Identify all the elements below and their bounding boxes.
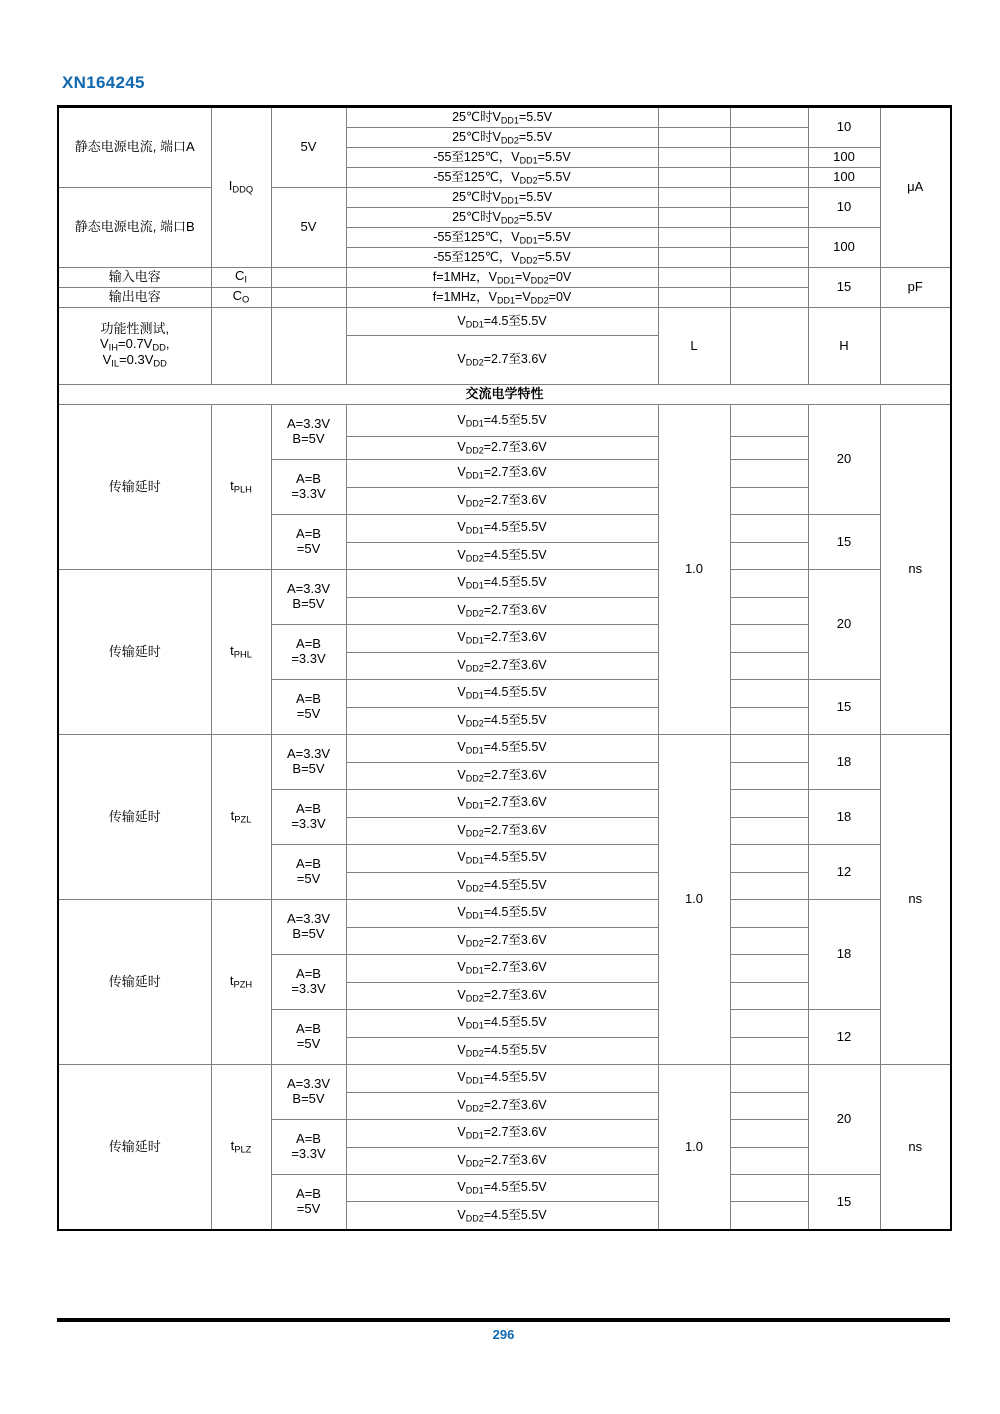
typ-cell <box>730 1147 808 1175</box>
condition-cell: $V_{DD1}=4.5$至5.5V <box>346 845 658 873</box>
condition-cell: $V_{DD2}=2.7$至3.6V <box>346 597 658 625</box>
bias-voltage-a: 5V <box>271 107 346 188</box>
typ-cell <box>730 790 808 818</box>
ab-line-1: A=B <box>296 691 321 707</box>
condition-cell: 25℃时$V_{DD1}=5.5V$ <box>346 107 658 128</box>
condition-cell: $V_{DD2}=2.7$至3.6V <box>346 336 658 385</box>
condition-cell: $V_{DD2}=2.7$至3.6V <box>346 927 658 955</box>
specification-table <box>57 105 952 1231</box>
ab-condition-cell <box>271 515 346 570</box>
unit-cell <box>880 308 951 385</box>
condition-cell: $V_{DD1}=4.5$至5.5V <box>346 405 658 437</box>
ab-line-2: =3.3V <box>291 651 326 666</box>
max-cell: 10 <box>808 188 880 228</box>
min-cell <box>658 107 730 128</box>
typ-cell <box>730 487 808 515</box>
param-label-input-cap: 输入电容 <box>58 268 211 288</box>
max-cell: 100 <box>808 168 880 188</box>
unit-cell-ns-3: ns <box>880 1065 951 1231</box>
param-symbol-tplh: $t_{PLH}$ <box>211 405 271 570</box>
unit-cell-ns-2: ns <box>880 735 951 1065</box>
typ-cell <box>730 1037 808 1065</box>
typ-cell <box>730 515 808 543</box>
ab-line-1: A=B <box>296 636 321 652</box>
ab-line-1: A=3.3V <box>286 416 330 432</box>
table-row <box>58 900 951 928</box>
ab-line-1: A=B <box>296 526 321 542</box>
ab-line-1: A=B <box>296 1021 321 1037</box>
condition-cell: $V_{DD1}=2.7$至3.6V <box>346 625 658 653</box>
ab-condition-cell <box>271 845 346 900</box>
table-row <box>58 308 951 336</box>
typ-cell <box>730 437 808 460</box>
condition-cell: $V_{DD1}=4.5$至5.5V <box>346 1175 658 1202</box>
ab-line-1: A=B <box>296 801 321 817</box>
max-cell: 20 <box>808 570 880 680</box>
condition-cell: $V_{DD2}=2.7$至3.6V <box>346 487 658 515</box>
condition-cell: $V_{DD2}=2.7$至3.6V <box>346 817 658 845</box>
ab-line-2: =5V <box>296 1201 321 1216</box>
ab-line-1: A=3.3V <box>286 1076 330 1092</box>
condition-cell: $V_{DD2}=2.7$至3.6V <box>346 982 658 1010</box>
min-cell <box>658 148 730 168</box>
typ-cell <box>730 188 808 208</box>
condition-cell: $V_{DD2}=2.7$至3.6V <box>346 437 658 460</box>
condition-cell: $V_{DD2}=4.5$至5.5V <box>346 1202 658 1230</box>
ab-condition-cell <box>271 460 346 515</box>
ab-line-1: A=B <box>296 966 321 982</box>
ab-condition-cell <box>271 570 346 625</box>
typ-cell <box>730 228 808 248</box>
condition-cell: 25℃时$V_{DD2}=5.5V$ <box>346 208 658 228</box>
symbol-cell <box>211 308 271 385</box>
condition-cell: $V_{DD1}=4.5$至5.5V <box>346 735 658 763</box>
unit-cell-ns-1: ns <box>880 405 951 735</box>
typ-cell <box>730 927 808 955</box>
max-cell: 100 <box>808 148 880 168</box>
typ-cell <box>730 268 808 288</box>
table-row <box>58 268 951 288</box>
param-symbol-tphl: $t_{PHL}$ <box>211 570 271 735</box>
condition-cell: $V_{DD2}=2.7$至3.6V <box>346 1092 658 1120</box>
condition-cell: $V_{DD2}=4.5$至5.5V <box>346 1037 658 1065</box>
param-label-tplz: 传输延时 <box>58 1065 211 1231</box>
ab-line-2: B=5V <box>292 1091 325 1106</box>
typ-cell <box>730 625 808 653</box>
condition-cell: $V_{DD2}=2.7$至3.6V <box>346 1147 658 1175</box>
condition-cell: f=1MHz，$V_{DD1}=V_{DD2}=0V$ <box>346 268 658 288</box>
ab-line-2: B=5V <box>292 596 325 611</box>
param-label-tpzh: 传输延时 <box>58 900 211 1065</box>
condition-cell: $V_{DD1}=4.5$至5.5V <box>346 680 658 708</box>
functional-test-line-1: 功能性测试, <box>100 321 170 337</box>
ab-line-2: =3.3V <box>291 981 326 996</box>
typ-cell <box>730 308 808 385</box>
condition-cell: $V_{DD1}=2.7$至3.6V <box>346 790 658 818</box>
condition-cell: $V_{DD1}=4.5$至5.5V <box>346 900 658 928</box>
param-label-output-cap: 输出电容 <box>58 288 211 308</box>
ab-line-2: =5V <box>296 706 321 721</box>
param-label-functional-test <box>58 308 211 385</box>
ab-line-1: A=B <box>296 471 321 487</box>
table-row <box>58 107 951 128</box>
typ-cell <box>730 1202 808 1230</box>
max-cell: 18 <box>808 900 880 1010</box>
section-header-ac: 交流电学特性 <box>58 385 951 405</box>
min-cell: L <box>658 308 730 385</box>
ab-line-1: A=3.3V <box>286 746 330 762</box>
param-symbol-tpzh: $t_{PZH}$ <box>211 900 271 1065</box>
max-cell: 20 <box>808 1065 880 1175</box>
condition-cell: $V_{DD1}=2.7$至3.6V <box>346 1120 658 1148</box>
condition-cell: $V_{DD2}=4.5$至5.5V <box>346 542 658 570</box>
ab-line-2: B=5V <box>292 761 325 776</box>
typ-cell <box>730 1175 808 1202</box>
functional-test-line-3: $V_{IL}=0.3V_{DD}$ <box>102 352 167 370</box>
typ-cell <box>730 1092 808 1120</box>
condition-cell: -55至125℃，$V_{DD1}=5.5V$ <box>346 148 658 168</box>
ab-line-1: A=3.3V <box>286 581 330 597</box>
max-cell: 15 <box>808 680 880 735</box>
table-row <box>58 570 951 598</box>
param-symbol-ci: $C_I$ <box>211 268 271 288</box>
min-cell: 1.0 <box>658 735 730 1065</box>
max-cell: 18 <box>808 790 880 845</box>
typ-cell <box>730 460 808 488</box>
ab-line-1: A=B <box>296 1131 321 1147</box>
param-symbol-tpzl: $t_{PZL}$ <box>211 735 271 900</box>
condition-cell: $V_{DD2}=2.7$至3.6V <box>346 762 658 790</box>
ab-line-2: B=5V <box>292 926 325 941</box>
min-cell <box>658 288 730 308</box>
param-label-tphl: 传输延时 <box>58 570 211 735</box>
datasheet-page <box>57 0 950 1414</box>
ab-condition-cell <box>271 405 346 460</box>
param-symbol-tplz: $t_{PLZ}$ <box>211 1065 271 1231</box>
condition-cell: $V_{DD1}=2.7$至3.6V <box>346 460 658 488</box>
typ-cell <box>730 735 808 763</box>
condition-cell: 25℃时$V_{DD1}=5.5V$ <box>346 188 658 208</box>
condition-cell: $V_{DD2}=4.5$至5.5V <box>346 872 658 900</box>
param-label-iddq-a: 静态电源电流, 端口A <box>58 107 211 188</box>
typ-cell <box>730 542 808 570</box>
condition-cell: -55至125℃，$V_{DD2}=5.5V$ <box>346 168 658 188</box>
max-cell: 15 <box>808 515 880 570</box>
ab-line-1: A=B <box>296 856 321 872</box>
page-number: 296 <box>492 1327 515 1342</box>
param-symbol-iddq: $I_{DDQ}$ <box>211 107 271 268</box>
typ-cell <box>730 597 808 625</box>
ab-condition-cell <box>271 1010 346 1065</box>
footer-divider <box>57 1318 950 1322</box>
ab-condition-cell <box>271 955 346 1010</box>
ab-line-2: =5V <box>296 541 321 556</box>
bias-cell <box>271 268 346 288</box>
min-cell: 1.0 <box>658 405 730 735</box>
condition-cell: $V_{DD1}=2.7$至3.6V <box>346 955 658 983</box>
condition-cell: $V_{DD1}=4.5$至5.5V <box>346 570 658 598</box>
max-cell: 10 <box>808 107 880 148</box>
condition-cell: $V_{DD2}=4.5$至5.5V <box>346 707 658 735</box>
typ-cell <box>730 168 808 188</box>
min-cell <box>658 168 730 188</box>
condition-cell: $V_{DD1}=4.5$至5.5V <box>346 308 658 336</box>
max-cell: 20 <box>808 405 880 515</box>
ab-line-2: =5V <box>296 1036 321 1051</box>
bias-voltage-b: 5V <box>271 188 346 268</box>
param-label-iddq-b: 静态电源电流, 端口B <box>58 188 211 268</box>
ab-line-2: =3.3V <box>291 486 326 501</box>
condition-cell: 25℃时$V_{DD2}=5.5V$ <box>346 128 658 148</box>
ab-line-1: A=3.3V <box>286 911 330 927</box>
min-cell <box>658 248 730 268</box>
ab-line-2: =3.3V <box>291 816 326 831</box>
typ-cell <box>730 982 808 1010</box>
param-label-tplh: 传输延时 <box>58 405 211 570</box>
condition-cell: -55至125℃，$V_{DD2}=5.5V$ <box>346 248 658 268</box>
ab-condition-cell <box>271 790 346 845</box>
condition-cell: $V_{DD2}=2.7$至3.6V <box>346 652 658 680</box>
ab-line-2: =3.3V <box>291 1146 326 1161</box>
unit-cell-ua: μA <box>880 107 951 268</box>
condition-cell: $V_{DD1}=4.5$至5.5V <box>346 1010 658 1038</box>
ab-condition-cell <box>271 735 346 790</box>
max-cell: 12 <box>808 845 880 900</box>
max-cell: 15 <box>808 268 880 308</box>
min-cell <box>658 208 730 228</box>
ab-line-2: B=5V <box>292 431 325 446</box>
typ-cell <box>730 652 808 680</box>
bias-cell <box>271 308 346 385</box>
min-cell <box>658 268 730 288</box>
typ-cell <box>730 1010 808 1038</box>
ab-condition-cell <box>271 1065 346 1120</box>
unit-cell-pf: pF <box>880 268 951 308</box>
table-row <box>58 385 951 405</box>
param-label-tpzl: 传输延时 <box>58 735 211 900</box>
condition-cell: f=1MHz，$V_{DD1}=V_{DD2}=0V$ <box>346 288 658 308</box>
min-cell: 1.0 <box>658 1065 730 1231</box>
typ-cell <box>730 817 808 845</box>
typ-cell <box>730 845 808 873</box>
condition-cell: $V_{DD1}=4.5$至5.5V <box>346 1065 658 1093</box>
typ-cell <box>730 248 808 268</box>
typ-cell <box>730 405 808 437</box>
table-row <box>58 1065 951 1093</box>
table-row <box>58 735 951 763</box>
typ-cell <box>730 107 808 128</box>
typ-cell <box>730 707 808 735</box>
min-cell <box>658 188 730 208</box>
functional-test-line-2: $V_{IH}=0.7V_{DD}$, <box>100 336 170 353</box>
table-row <box>58 188 951 208</box>
max-cell: 12 <box>808 1010 880 1065</box>
bias-cell <box>271 288 346 308</box>
typ-cell <box>730 1120 808 1148</box>
max-cell: 15 <box>808 1175 880 1231</box>
ab-condition-cell <box>271 1120 346 1175</box>
ab-condition-cell <box>271 900 346 955</box>
ab-line-1: A=B <box>296 1186 321 1202</box>
table-row <box>58 405 951 437</box>
typ-cell <box>730 288 808 308</box>
max-cell: H <box>808 308 880 385</box>
page-title: XN164245 <box>62 73 145 92</box>
max-cell: 18 <box>808 735 880 790</box>
ab-condition-cell <box>271 1175 346 1231</box>
typ-cell <box>730 872 808 900</box>
typ-cell <box>730 128 808 148</box>
ab-condition-cell <box>271 680 346 735</box>
typ-cell <box>730 148 808 168</box>
typ-cell <box>730 762 808 790</box>
condition-cell: -55至125℃，$V_{DD1}=5.5V$ <box>346 228 658 248</box>
ab-condition-cell <box>271 625 346 680</box>
ab-line-2: =5V <box>296 871 321 886</box>
typ-cell <box>730 570 808 598</box>
min-cell <box>658 128 730 148</box>
max-cell: 100 <box>808 228 880 268</box>
param-symbol-co: $C_O$ <box>211 288 271 308</box>
min-cell <box>658 228 730 248</box>
condition-cell: $V_{DD1}=4.5$至5.5V <box>346 515 658 543</box>
typ-cell <box>730 955 808 983</box>
typ-cell <box>730 1065 808 1093</box>
typ-cell <box>730 680 808 708</box>
typ-cell <box>730 208 808 228</box>
typ-cell <box>730 900 808 928</box>
